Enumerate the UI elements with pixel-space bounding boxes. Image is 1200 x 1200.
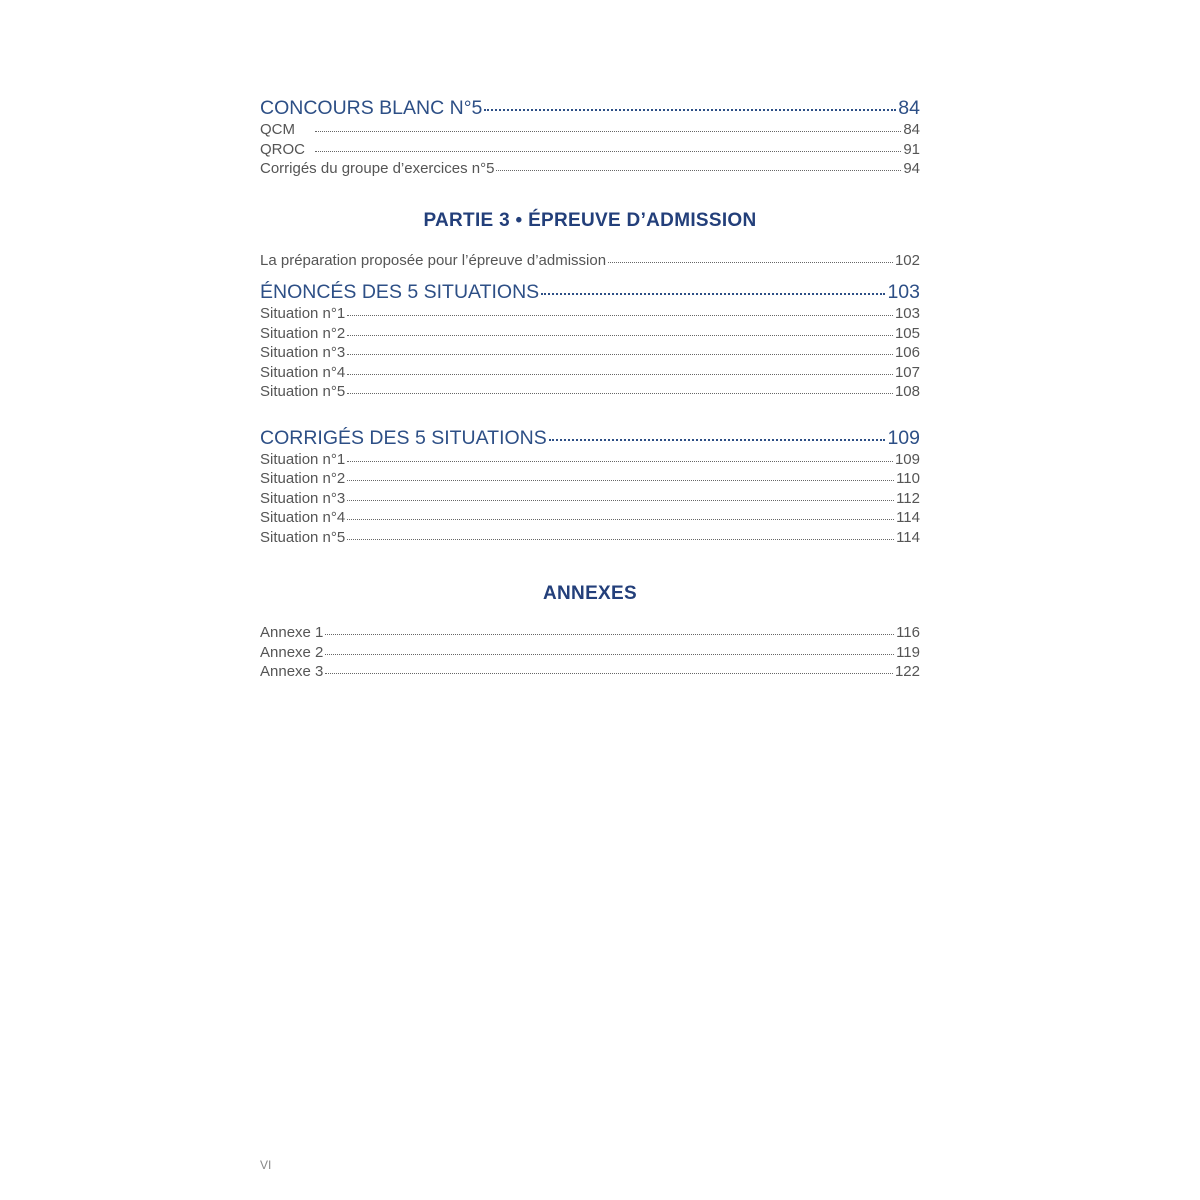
toc-entry-qcm[interactable] — [260, 120, 920, 140]
toc-page-number: 112 — [896, 489, 920, 507]
toc-page-number: 105 — [894, 324, 920, 342]
dot-leader — [325, 673, 893, 674]
dot-leader — [347, 354, 893, 355]
toc-entry-situation[interactable] — [260, 363, 920, 383]
toc-entry-situation[interactable] — [260, 489, 920, 509]
dot-leader — [347, 519, 894, 520]
toc-entry-situation[interactable] — [260, 343, 920, 363]
dot-leader — [325, 634, 894, 635]
dot-leader — [347, 500, 894, 501]
toc-heading-label: CORRIGÉS DES 5 SITUATIONS — [260, 426, 547, 449]
toc-entry-label: Situation n°1 — [260, 305, 346, 322]
toc-page-number: 91 — [903, 140, 920, 158]
toc-page-number: 107 — [894, 363, 920, 381]
toc-page-number: 119 — [896, 643, 920, 661]
toc-page-number: 122 — [894, 663, 920, 680]
dot-leader — [347, 461, 893, 462]
toc-heading-label: CONCOURS BLANC N°5 — [260, 97, 483, 119]
toc-entry-label: Situation n°5 — [260, 383, 346, 400]
toc-entry-label: QCM — [260, 121, 295, 138]
toc-entry-annexe[interactable] — [260, 623, 920, 643]
toc-entry-situation[interactable] — [260, 450, 920, 470]
dot-leader — [347, 374, 893, 375]
toc-heading-concours-blanc-5[interactable] — [260, 96, 920, 120]
dot-leader — [347, 335, 893, 336]
page-folio: VI — [260, 1158, 272, 1172]
part-title-annexes: ANNEXES — [543, 583, 637, 604]
toc-entry-label: Annexe 2 — [260, 643, 324, 661]
toc-page-number: 84 — [903, 121, 920, 138]
toc-entry-label: Annexe 1 — [260, 624, 324, 641]
toc-entry-preparation-admission[interactable] — [260, 251, 920, 271]
toc-section-annexes — [260, 623, 920, 682]
toc-page-number: 114 — [896, 528, 920, 546]
toc-page-number: 103 — [894, 305, 920, 322]
toc-entry-label: La préparation proposée pour l’épreuve d’admission — [260, 251, 607, 269]
dot-leader — [484, 109, 896, 111]
toc-entry-label: Situation n°4 — [260, 509, 346, 526]
toc-page-number: 106 — [894, 344, 920, 361]
toc-entry-situation[interactable] — [260, 508, 920, 528]
toc-entry-annexe[interactable] — [260, 643, 920, 663]
toc-entry-corriges-groupe-5[interactable] — [260, 159, 920, 179]
toc-page-number: 116 — [896, 624, 920, 641]
dot-leader — [608, 262, 893, 263]
toc-section-concours-blanc-5 — [260, 96, 920, 179]
toc-page-number: 84 — [898, 97, 920, 119]
dot-leader — [325, 654, 894, 655]
toc-heading-corriges[interactable] — [260, 426, 920, 450]
toc-page-number: 110 — [896, 470, 920, 487]
toc-entry-situation[interactable] — [260, 528, 920, 548]
toc-entry-label: Situation n°2 — [260, 470, 346, 487]
toc-entry-label: Corrigés du groupe d’exercices n°5 — [260, 160, 495, 177]
toc-heading-label: ÉNONCÉS DES 5 SITUATIONS — [260, 281, 540, 303]
toc-section-enonces — [260, 280, 920, 402]
toc-page-number: 94 — [903, 160, 920, 177]
toc-heading-enonces[interactable] — [260, 280, 920, 304]
toc-entry-situation[interactable] — [260, 304, 920, 324]
dot-leader — [315, 151, 901, 152]
toc-section-corriges — [260, 426, 920, 548]
toc-entry-label: Situation n°4 — [260, 363, 346, 381]
table-of-contents — [260, 96, 920, 682]
dot-leader — [315, 131, 901, 132]
toc-entry-label: Situation n°5 — [260, 528, 346, 546]
toc-entry-label: QROC — [260, 140, 305, 158]
toc-entry-qroc[interactable] — [260, 140, 920, 160]
toc-entry-situation[interactable] — [260, 324, 920, 344]
dot-leader — [347, 315, 893, 316]
toc-entry-situation[interactable] — [260, 469, 920, 489]
toc-entry-label: Situation n°1 — [260, 450, 346, 468]
toc-entry-annexe[interactable] — [260, 662, 920, 682]
dot-leader — [541, 293, 885, 295]
toc-entry-label: Situation n°3 — [260, 344, 346, 361]
toc-entry-label: Situation n°2 — [260, 324, 346, 342]
toc-page-number: 102 — [894, 251, 920, 269]
toc-page-number: 109 — [894, 450, 920, 468]
dot-leader — [347, 393, 893, 394]
toc-page-number: 103 — [887, 281, 920, 303]
dot-leader — [347, 539, 894, 540]
toc-page-number: 109 — [887, 426, 920, 449]
dot-leader — [496, 170, 901, 171]
toc-entry-label: Annexe 3 — [260, 663, 324, 680]
toc-entry-label: Situation n°3 — [260, 489, 346, 507]
toc-page-number: 114 — [896, 509, 920, 526]
dot-leader — [347, 480, 894, 481]
dot-leader — [549, 439, 886, 441]
part-title-partie-3: PARTIE 3 • ÉPREUVE D’ADMISSION — [423, 209, 757, 231]
toc-page-number: 108 — [894, 383, 920, 400]
toc-entry-situation[interactable] — [260, 382, 920, 402]
